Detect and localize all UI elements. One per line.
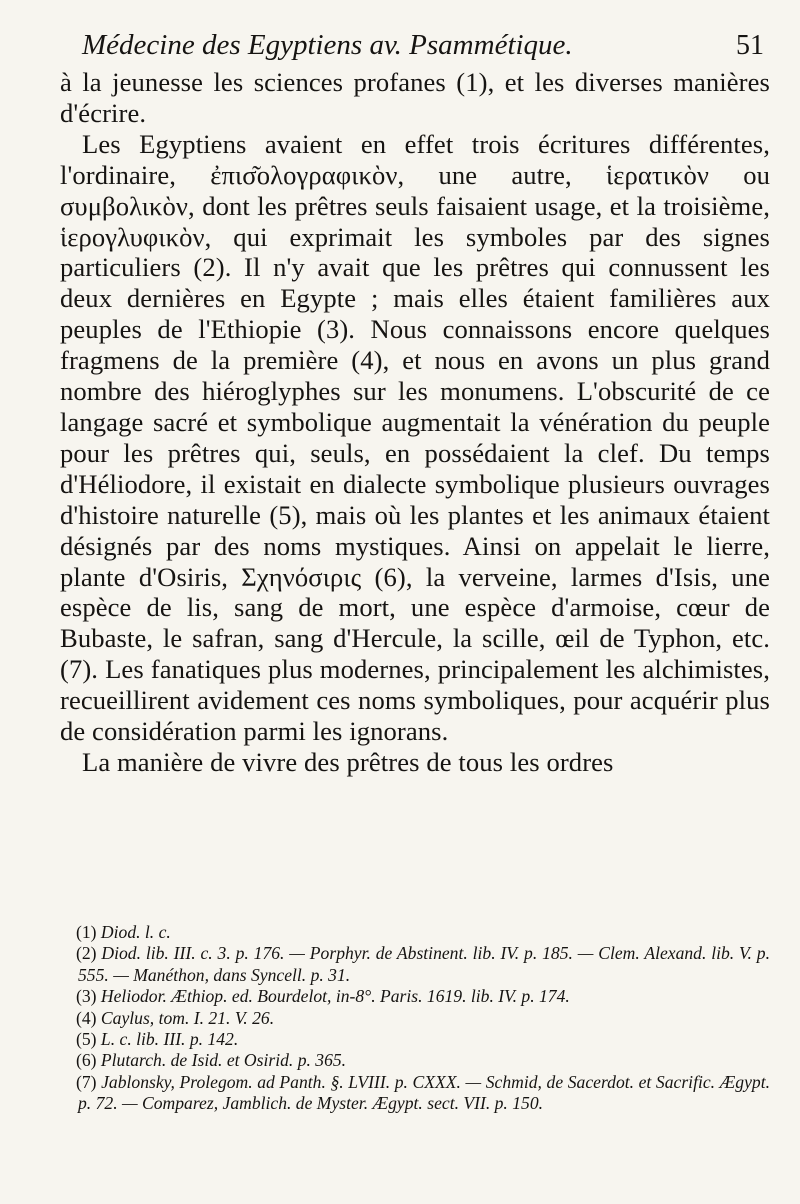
running-head-title: Médecine des Egyptiens av. Psammétique. <box>82 29 573 61</box>
footnote: (7) Jablonsky, Prolegom. ad Panth. §. LVIII. p. CXXX. — Schmid, de Sacerdot. et Sacrific. Ægypt. p. 72. — Comparez, Jamblich. de Myster. Ægypt. sect. VII. p. 150. <box>76 1071 770 1114</box>
paragraph-priests-way-of-life: La manière de vivre des prêtres de tous les ordres <box>82 746 614 777</box>
footnote: (6) Plutarch. de Isid. et Osirid. p. 365. <box>76 1050 347 1071</box>
page-number: 51 <box>736 30 764 61</box>
footnote: (1) Diod. l. c. <box>76 922 171 942</box>
paragraph-continuation: à la jeunesse les sciences profanes (1), et les diverses manières d'écrire. <box>60 67 770 128</box>
footnotes <box>78 922 770 1115</box>
footnote: (2) Diod. lib. III. c. 3. p. 176. — Porphyr. de Abstinent. lib. IV. p. 185. — Clem. Alexand. lib. V. p. 555. — Manéthon, dans Syncell. p. 31. <box>76 943 770 985</box>
footnote: (5) L. c. lib. III. p. 142. <box>76 1029 239 1050</box>
running-head <box>60 28 770 63</box>
paragraph-egyptian-writings: Les Egyptiens avaient en effet trois écritures différentes, l'ordinaire, ἐπισ͂ολογραφικὸν, une autre, ἱερατικὸν ou συμβολικὸν, dont les prêtres seuls faisaient usage, et la troisième, ἱερογλυφικὸν, qui exprimait les symboles par des signes particuliers (2). Il n'y avait que les prêtres qui connussent les deux dernières en Egypte ; mais elles étaient familières aux peuples de l'Ethiopie (3). Nous connaissons encore quelques fragmens de la première (4), et nous en avons un plus grand nombre des hiéroglyphes sur les monumens. L'obscurité de ce langage sacré et symbolique augmentait la vénération du peuple pour les prêtres qui, seuls, en possédaient la clef. Du temps d'Héliodore, il existait en dialecte symbolique plusieurs ouvrages d'histoire naturelle (5), mais où les plantes et les animaux étaient désignés par des noms mystiques. Ainsi on appelait le lierre, plante d'Osiris, Σχηνόσιρις (6), la verveine, larmes d'Isis, une espèce de lis, sang de mort, une espèce d'armoise, cœur de Bubaste, le safran, sang d'Hercule, la scille, œil de Typhon, etc. (7). Les fanatiques plus modernes, principalement les alchimistes, recueillirent avidement ces noms symboliques, pour acquérir plus de considération parmi les ignorans. <box>60 128 770 747</box>
footnote: (4) Caylus, tom. I. 21. V. 26. <box>76 1007 275 1028</box>
body-text <box>60 67 770 778</box>
footnote: (3) Heliodor. Æthiop. ed. Bourdelot, in-8°. Paris. 1619. lib. IV. p. 174. <box>76 986 570 1007</box>
